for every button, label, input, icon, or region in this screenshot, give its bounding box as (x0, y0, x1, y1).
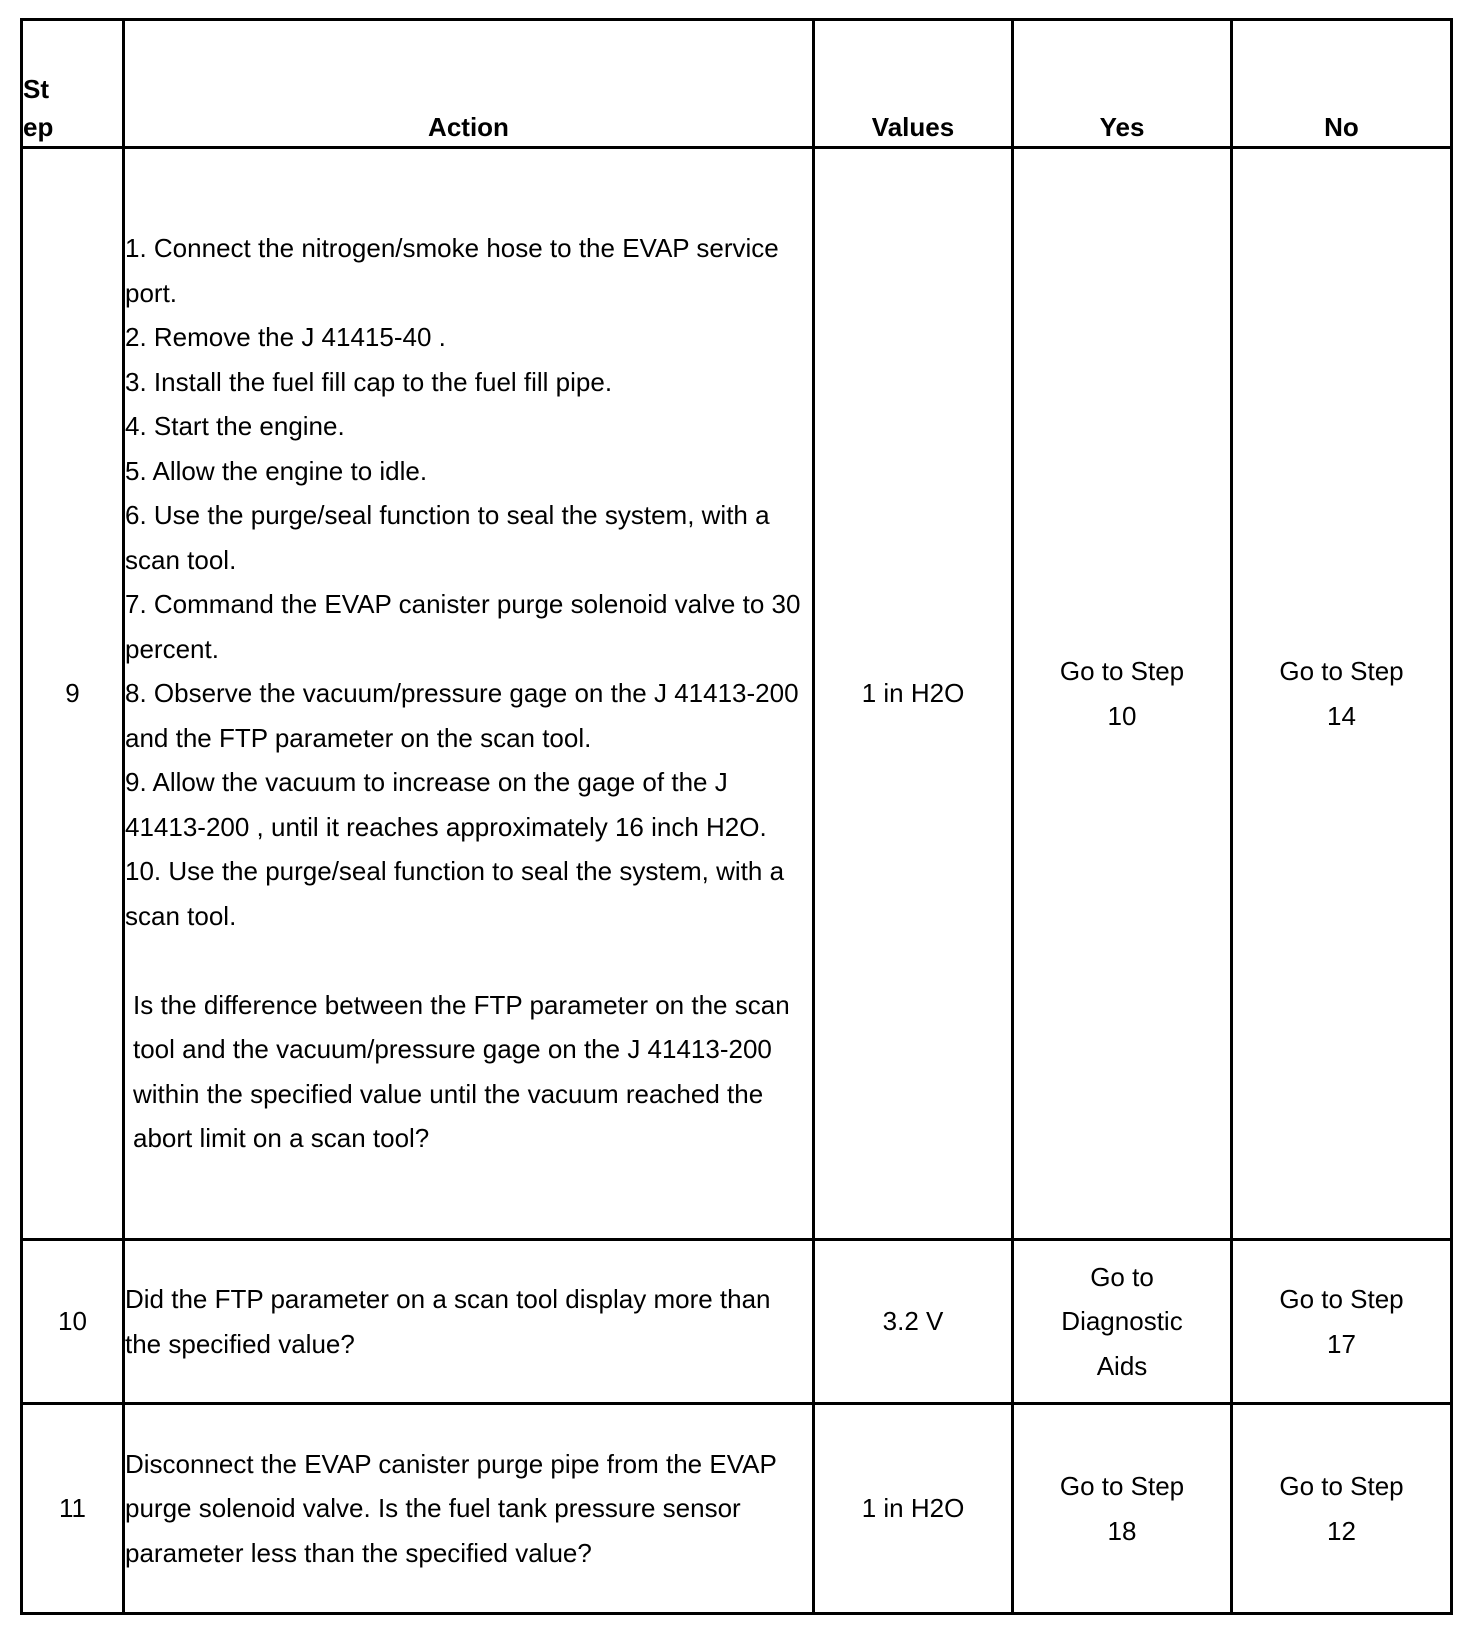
step-number: 11 (22, 1404, 124, 1614)
action-step: 2. Remove the J 41415-40 . (125, 322, 446, 353)
yes-line: Go to Step (1059, 656, 1185, 686)
yes-cell (1013, 1404, 1232, 1614)
yes-line: Aids (1096, 1350, 1148, 1381)
action-step: 8. Observe the vacuum/pressure gage on the J 41413-200 and the FTP parameter on the scan tool. (125, 678, 799, 753)
header-values: Values (814, 20, 1013, 148)
header-step-line2: ep (23, 112, 54, 142)
value-cell: 1 in H2O (814, 148, 1013, 1240)
no-line: 14 (1327, 700, 1356, 731)
action-cell (124, 148, 814, 1240)
no-line: Go to Step (1279, 1284, 1404, 1314)
diagnostic-table (20, 18, 1453, 1615)
no-line: 17 (1327, 1328, 1356, 1359)
yes-cell (1013, 1240, 1232, 1404)
action-step: 4. Start the engine. (125, 411, 345, 442)
header-action: Action (124, 20, 814, 148)
header-no: No (1232, 20, 1452, 148)
action-step: 10. Use the purge/seal function to seal the system, with a scan tool. (125, 856, 785, 931)
header-row (22, 20, 1452, 148)
value-cell: 1 in H2O (814, 1404, 1013, 1614)
action-step: 9. Allow the vacuum to increase on the gage of the J 41413-200 , until it reaches approximately 16 inch H2O. (125, 767, 767, 842)
step-number: 9 (22, 148, 124, 1240)
table-row (22, 1240, 1452, 1404)
yes-line: 10 (1107, 700, 1137, 731)
action-step: 6. Use the purge/seal function to seal the system, with a scan tool. (125, 500, 770, 575)
action-cell: Did the FTP parameter on a scan tool display more than the specified value? (124, 1240, 814, 1404)
spacer (125, 938, 812, 983)
table-row (22, 1404, 1452, 1614)
step-number: 10 (22, 1240, 124, 1404)
yes-line: 18 (1107, 1515, 1137, 1546)
table-row (22, 148, 1452, 1240)
header-step-line1: St (23, 74, 49, 104)
action-step: 5. Allow the engine to idle. (125, 455, 428, 486)
action-step: 1. Connect the nitrogen/smoke hose to the EVAP service port. (125, 233, 779, 308)
no-cell (1232, 1240, 1452, 1404)
yes-line: Diagnostic (1061, 1306, 1183, 1337)
no-line: 12 (1327, 1515, 1356, 1546)
action-cell: Disconnect the EVAP canister purge pipe from the EVAP purge solenoid valve. Is the fuel tank pressure sensor parameter less than the specified value? (124, 1404, 814, 1614)
yes-cell (1013, 148, 1232, 1240)
yes-line: Go to Step (1059, 1471, 1185, 1501)
action-step: 7. Command the EVAP canister purge solenoid valve to 30 percent. (125, 589, 801, 664)
action-question: Is the difference between the FTP parameter on the scan tool and the vacuum/pressure gage on the J 41413-200 within the specified value until the vacuum reached the abort limit on a scan tool? (133, 989, 790, 1154)
action-step: 3. Install the fuel fill cap to the fuel fill pipe. (125, 366, 613, 397)
yes-line: Go to (1090, 1261, 1154, 1292)
no-cell (1232, 148, 1452, 1240)
header-step (22, 20, 124, 148)
no-cell (1232, 1404, 1452, 1614)
value-cell: 3.2 V (814, 1240, 1013, 1404)
header-yes: Yes (1013, 20, 1232, 148)
no-line: Go to Step (1279, 656, 1404, 686)
no-line: Go to Step (1279, 1471, 1404, 1501)
